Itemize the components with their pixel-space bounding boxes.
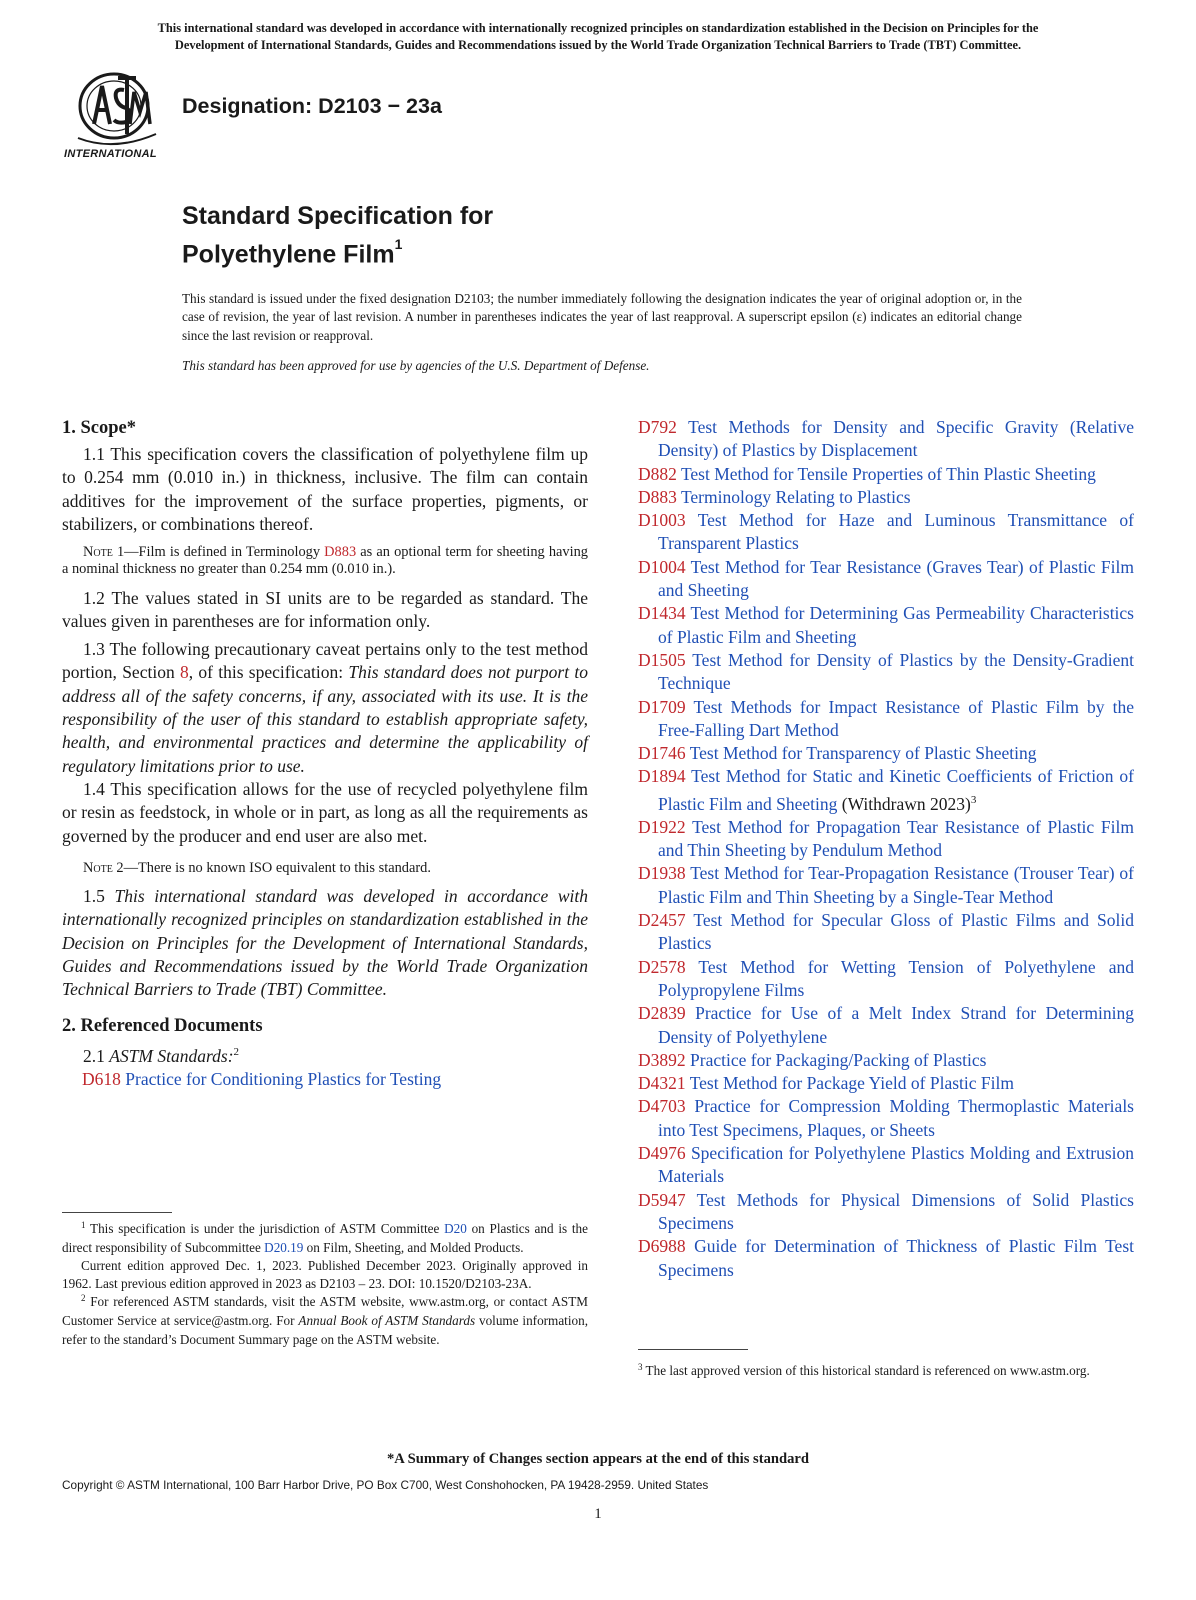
reference-title[interactable]: Guide for Determination of Thickness of Plastic Film Test Specimens (658, 1236, 1134, 1280)
reference-item[interactable] (638, 909, 1134, 956)
reference-item[interactable] (638, 649, 1134, 696)
reference-title[interactable]: Test Method for Tensile Properties of Thin Plastic Sheeting (676, 463, 1096, 484)
reference-footnote-marker: 3 (970, 793, 977, 806)
reference-code[interactable]: D883 (638, 486, 677, 507)
reference-title[interactable]: Test Method for Haze and Luminous Transmittance of Transparent Plastics (658, 510, 1134, 554)
reference-item[interactable] (638, 742, 1134, 765)
para-1-4: 1.4 This specification allows for the use of recycled polyethylene film or resin as feedstock, in whole or in part, as long as all the requirements as governed by the producer and end user are also met. (62, 778, 588, 846)
reference-item[interactable] (638, 1235, 1134, 1282)
reference-title-d618[interactable]: Practice for Conditioning Plastics for Testing (120, 1068, 442, 1089)
section-refdocs-heading: 2. Referenced Documents (62, 1015, 263, 1036)
reference-code[interactable]: D4321 (638, 1073, 686, 1094)
safety-caveat: This standard does not purport to address all of the safety concerns, if any, associated with its use. It is the responsibility of the user of this standard to establish appropriate safety, health, and environmental practices and determine the applicability of regulatory limitations prior to use. (62, 662, 588, 776)
reference-item[interactable] (638, 486, 1134, 509)
reference-code[interactable]: D1938 (638, 863, 686, 884)
footnote-2-annual-book: Annual Book of ASTM Standards (298, 1313, 476, 1329)
reference-code[interactable]: D1746 (638, 743, 686, 764)
footnote-2-text-b: volume information, refer to the standard’s Document Summary page on the ASTM website. (62, 1313, 588, 1347)
reference-code[interactable]: D1922 (638, 816, 686, 837)
reference-list (638, 416, 1134, 1282)
astm-standards-label: ASTM Standards: (109, 1045, 234, 1066)
reference-title[interactable]: Practice for Compression Molding Thermoplastic Materials into Test Specimens, Plaques, or Sheets (658, 1096, 1134, 1140)
right-column (638, 416, 1134, 1282)
section-scope-heading: 1. Scope* (62, 418, 136, 438)
reference-title[interactable]: Test Method for Static and Kinetic Coefficients of Friction of Plastic Film and Sheeting (658, 766, 1134, 814)
reference-title[interactable]: Test Method for Transparency of Plastic Sheeting (685, 743, 1037, 764)
footnote-1-edition: Current edition approved Dec. 1, 2023. Published December 2023. Originally approved in 1962. Last previous edition approved in 2023 as D2103 – 23. DOI: 10.1520/D2103-23A. (62, 1258, 588, 1292)
para-1-5-text: This international standard was developed in accordance with internationally recognized principles on standardization established in the Decision on Principles for the Development of International Standards, Guides and Recommendations issued by the World Trade Organization Technical Barriers to Trade (TBT) Committee. (62, 886, 589, 1000)
reference-title[interactable]: Test Method for Package Yield of Plastic Film (685, 1073, 1014, 1094)
reference-item[interactable] (638, 463, 1134, 486)
page-number: 1 (594, 1506, 602, 1522)
reference-title[interactable]: Test Methods for Density and Specific Gravity (Relative Density) of Plastics by Displacement (658, 417, 1134, 461)
note-1 (62, 544, 588, 578)
reference-item[interactable] (638, 862, 1134, 909)
footnote-1-text-b: on Plastics and is the direct responsibility of Subcommittee (62, 1221, 588, 1256)
para-2-1 (62, 1041, 588, 1068)
reference-code[interactable]: D2578 (638, 956, 686, 977)
title-line-2: Polyethylene Film (182, 240, 395, 269)
reference-item[interactable] (638, 556, 1134, 603)
link-d20[interactable]: D20 (444, 1221, 467, 1236)
para-1-2: 1.2 The values stated in SI units are to be regarded as standard. The values given in parentheses are for information only. (62, 587, 588, 631)
para-1-5 (62, 885, 588, 1001)
reference-title[interactable]: Test Method for Determining Gas Permeability Characteristics of Plastic Film and Sheeting (658, 603, 1134, 647)
footnotes-left (62, 1220, 588, 1349)
note-2 (62, 860, 588, 877)
reference-item[interactable] (638, 602, 1134, 649)
footnote-3 (638, 1362, 1134, 1381)
copyright-line: Copyright © ASTM International, 100 Barr Harbor Drive, PO Box C700, West Conshohocken, PA 19428-2959. United States (62, 1478, 709, 1492)
reference-code[interactable]: D1434 (638, 603, 686, 624)
reference-code[interactable]: D792 (638, 417, 677, 437)
reference-code[interactable]: D6988 (638, 1236, 686, 1257)
designation: Designation: D2103 − 23a (182, 94, 442, 118)
reference-title[interactable]: Terminology Relating to Plastics (676, 486, 911, 507)
reference-item[interactable] (638, 765, 1134, 815)
title-line-1: Standard Specification for (182, 202, 494, 230)
note-2-label: Note 2 (83, 859, 124, 876)
note-1-label: Note 1 (83, 544, 125, 561)
reference-item[interactable] (638, 416, 1134, 463)
reference-code[interactable]: D4703 (638, 1096, 686, 1117)
para-1-3-text-b: , of this specification: (188, 662, 349, 683)
notice-line-1: This international standard was developed in accordance with internationally recognized principles on standardization established in the Decision on Principles for the (157, 21, 1039, 35)
footnote-rule-left (62, 1212, 172, 1213)
link-section-8[interactable]: 8 (179, 662, 189, 683)
footnote-rule-right (638, 1349, 748, 1350)
reference-item[interactable] (638, 696, 1134, 743)
note-1-text-a: —Film is defined in Terminology (124, 544, 325, 561)
reference-item[interactable] (638, 509, 1134, 556)
footnote-3-marker: 3 (638, 1362, 643, 1372)
footnote-3-text: The last approved version of this historical standard is referenced on www.astm.org. (642, 1363, 1090, 1378)
reference-code[interactable]: D2457 (638, 910, 686, 931)
reference-title[interactable]: Test Method for Propagation Tear Resistance of Plastic Film and Thin Sheeting by Pendulum Method (658, 816, 1134, 861)
reference-code[interactable]: D1709 (638, 696, 686, 717)
reference-title[interactable]: Specification for Polyethylene Plastics Molding and Extrusion Materials (658, 1143, 1134, 1187)
notice-line-2: Development of International Standards, Guides and Recommendations issued by the World Trade Organization Technical Barriers to Trade (TBT) Committee. (174, 38, 1022, 52)
note-2-text: —There is no known ISO equivalent to this standard. (123, 859, 431, 876)
para-2-1-num: 2.1 (83, 1045, 110, 1066)
logo-wordmark: INTERNATIONAL (64, 148, 157, 160)
reference-code[interactable]: D1505 (638, 649, 686, 670)
reference-item[interactable] (638, 1072, 1134, 1095)
note-1-text-b: as an optional term for sheeting having a nominal thickness no greater than 0.254 mm (0.010 in.). (62, 544, 588, 578)
reference-item[interactable] (638, 1002, 1134, 1049)
reference-item[interactable] (638, 1189, 1134, 1236)
summary-of-changes-note: *A Summary of Changes section appears at the end of this standard (386, 1451, 810, 1467)
reference-code[interactable]: D2839 (638, 1003, 686, 1024)
para-1-3-text-a: 1.3 The following precautionary caveat pertains only to the test method portion, Section (62, 639, 588, 683)
reference-title[interactable]: Test Methods for Impact Resistance of Plastic Film by the Free-Falling Dart Method (658, 696, 1134, 740)
astm-logo (64, 68, 168, 168)
reference-title[interactable]: Test Method for Density of Plastics by the Density-Gradient Technique (658, 649, 1134, 694)
para-1-3 (62, 638, 588, 778)
para-1-5-num: 1.5 (83, 886, 115, 907)
reference-item[interactable] (638, 956, 1134, 1003)
link-d883[interactable]: D883 (324, 544, 357, 561)
link-d20-19[interactable]: D20.19 (264, 1240, 304, 1256)
footnote-1-text-a: This specification is under the jurisdiction of ASTM Committee (85, 1221, 445, 1236)
reference-title[interactable]: Practice for Packaging/Packing of Plastics (685, 1049, 987, 1070)
document-title (182, 200, 493, 270)
reference-status: (Withdrawn 2023) (837, 793, 971, 814)
left-column (62, 416, 588, 1091)
footnote-1-text-c: on Film, Sheeting, and Molded Products. (303, 1240, 524, 1256)
reference-item[interactable] (638, 1049, 1134, 1072)
reference-code[interactable]: D5947 (638, 1189, 686, 1210)
reference-title[interactable]: Test Methods for Physical Dimensions of Solid Plastics Specimens (658, 1189, 1134, 1233)
preamble: This standard is issued under the fixed designation D2103; the number immediately following the designation indicates the year of original adoption or, in the case of revision, the year of last revision. A number in parentheses indicates the year of last reapproval. A superscript epsilon (ε) indicates an editorial change since the last revision or reapproval. (182, 291, 1022, 343)
reference-title[interactable]: Practice for Use of a Melt Index Strand for Determining Density of Polyethylene (658, 1003, 1134, 1047)
reference-code[interactable]: D4976 (638, 1143, 686, 1164)
reference-title[interactable]: Test Method for Specular Gloss of Plastic Films and Solid Plastics (658, 910, 1134, 954)
reference-item-d618[interactable] (62, 1068, 588, 1091)
footnote-2-marker: 2 (233, 1045, 240, 1058)
dod-approval: This standard has been approved for use by agencies of the U.S. Department of Defense. (182, 358, 650, 373)
footnote-2-marker-bottom: 2 (81, 1293, 86, 1304)
reference-title[interactable]: Test Method for Tear-Propagation Resistance (Trouser Tear) of Plastic Film and Thin Sheeting by a Single-Tear Method (658, 863, 1134, 907)
reference-code[interactable]: D882 (638, 463, 677, 484)
reference-item[interactable] (638, 1095, 1134, 1142)
reference-code[interactable]: D1003 (638, 510, 686, 531)
reference-code[interactable]: D1894 (638, 766, 686, 787)
reference-code-d618[interactable]: D618 (82, 1068, 121, 1089)
footnote-2 (62, 1293, 588, 1348)
development-notice (62, 20, 1134, 54)
reference-title[interactable]: Test Method for Tear Resistance (Graves Tear) of Plastic Film and Sheeting (658, 556, 1134, 601)
reference-code[interactable]: D3892 (638, 1049, 686, 1070)
reference-item[interactable] (638, 1142, 1134, 1189)
footnote-1-marker: 1 (81, 1220, 86, 1230)
reference-title[interactable]: Test Method for Wetting Tension of Polyethylene and Polypropylene Films (658, 956, 1134, 1000)
title-footnote-marker: 1 (394, 236, 403, 252)
para-1-1: 1.1 This specification covers the classification of polyethylene film up to 0.254 mm (0.010 in.) in thickness, inclusive. The film can contain additives for the improvement of the surface properties, pigments, or stabilizers, or combinations thereof. (62, 444, 588, 534)
footnote-1 (62, 1220, 588, 1257)
footnote-2-text-a: For referenced ASTM standards, visit the ASTM website, www.astm.org, or contact ASTM Customer Service at service@astm.org. For (62, 1294, 588, 1329)
reference-code[interactable]: D1004 (638, 556, 686, 577)
reference-item[interactable] (638, 816, 1134, 863)
